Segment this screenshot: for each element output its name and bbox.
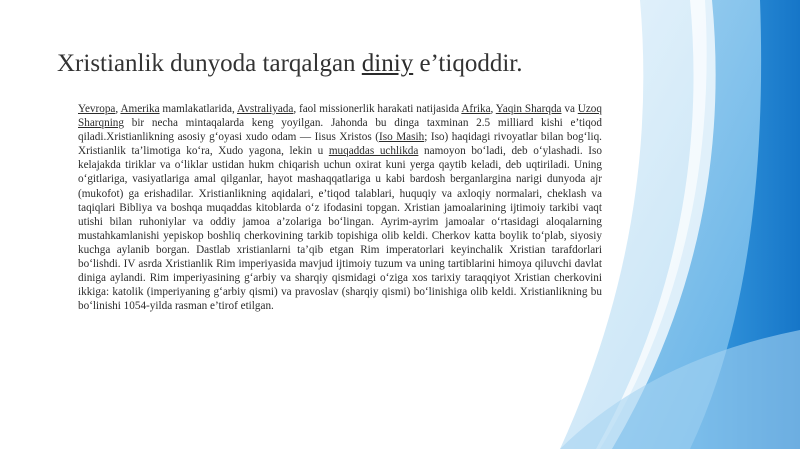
body-link[interactable]: muqaddas uchlikda — [328, 145, 419, 158]
body-link[interactable]: Amerika — [120, 103, 160, 115]
body-link[interactable]: Yaqin Sharqda — [495, 103, 562, 115]
body-text-run: va — [561, 103, 578, 115]
body-link[interactable]: Iso Masih — [378, 131, 425, 144]
body-link[interactable]: Avstraliyada — [237, 103, 294, 115]
title-link-diniy[interactable]: diniy — [361, 50, 414, 77]
body-text-run: , — [115, 103, 121, 115]
body-link[interactable]: Uzoq Sharqning — [78, 103, 602, 130]
body-text-run: namoyon bo‘ladi, deb o‘ylashadi. Iso kelajakda tiriklar va o‘liklar ustidan hukm chiqarish uchun oxirat kuni yerga qaytib keladi, deb uqtiriladi. Uning o‘gitlariga, vasiyatlariga amal qilganlar, hayot mashaqqatlariga u kabi bardosh berganlargina narigi dunyoda ajr (mukofot) ga erishadilar. Xristianlikning aqidalari, e’tiqod talablari, huquqiy va axloqiy normalari, cheklash va taqiqlari Bibliya va boshqa muqaddas kitoblarda o‘z ifodasini topgan. Xristian jamoalarining ijtimoiy tarkibi vaqt utishi bilan ruhoniylar va oddiy jamoa a’zolariga bo‘lingan. Ayrim-ayrim jamoalar o‘rtasidagi aloqalarning mustahkamlanishi yepiskop boshliq cherkovining tarkib topishiga olib keldi. Cherkov katta boylik to‘plab, siyosiy kuchga aylanib borgan. Dastlab xristianlarni ta’qib etgan Rim imperatorlari keyinchalik Xristian tarafdorlari bo‘lishdi. IV asrda Xristianlik Rim imperiyasida mavjud ijtimoiy tuzum va uning tartiblarini himoya qiluvchi davlat diniga aylandi. Rim imperiyasining g‘arbiy va sharqiy qismidagi o‘ziga xos tarixiy taraqqiyot Xristian cherkovini ikkiga: katolik (imperiyaning g‘arbiy qismi) va pravoslav (sharqiy qismi) bo‘linishiga olib keldi. Xristianlikning bu bo‘linishi 1054-yilda rasman e’tirof etilgan. — [78, 145, 602, 313]
body-paragraph — [78, 102, 602, 313]
body-text-run: mamlakatlarida, — [159, 103, 238, 115]
body-text-run: , — [490, 103, 496, 115]
body-text-run: , faol missionerlik harakati natijasida — [293, 103, 462, 115]
body-link[interactable]: Afrika — [461, 103, 491, 115]
slide-title — [57, 50, 617, 78]
title-text-after: e’tiqoddir. — [413, 50, 523, 77]
title-text-before: Xristianlik dunyoda tarqalgan — [57, 50, 362, 77]
body-text-run: ; Iso) haqidagi rivoyatlar bilan bog‘liq. Xristianlik ta’limotiga ko‘ra, Xudo yagona, lekin u — [78, 131, 602, 158]
body-link[interactable]: Yevropa — [78, 103, 116, 115]
body-text-run: bir necha mintaqalarda keng yoyilgan. Jahonda bu dinga taxminan 2.5 milliard kishi e’tiqod qiladi.Xristianlikning asosiy g‘oyasi xudo odam — Iisus Xristos ( — [78, 117, 602, 144]
